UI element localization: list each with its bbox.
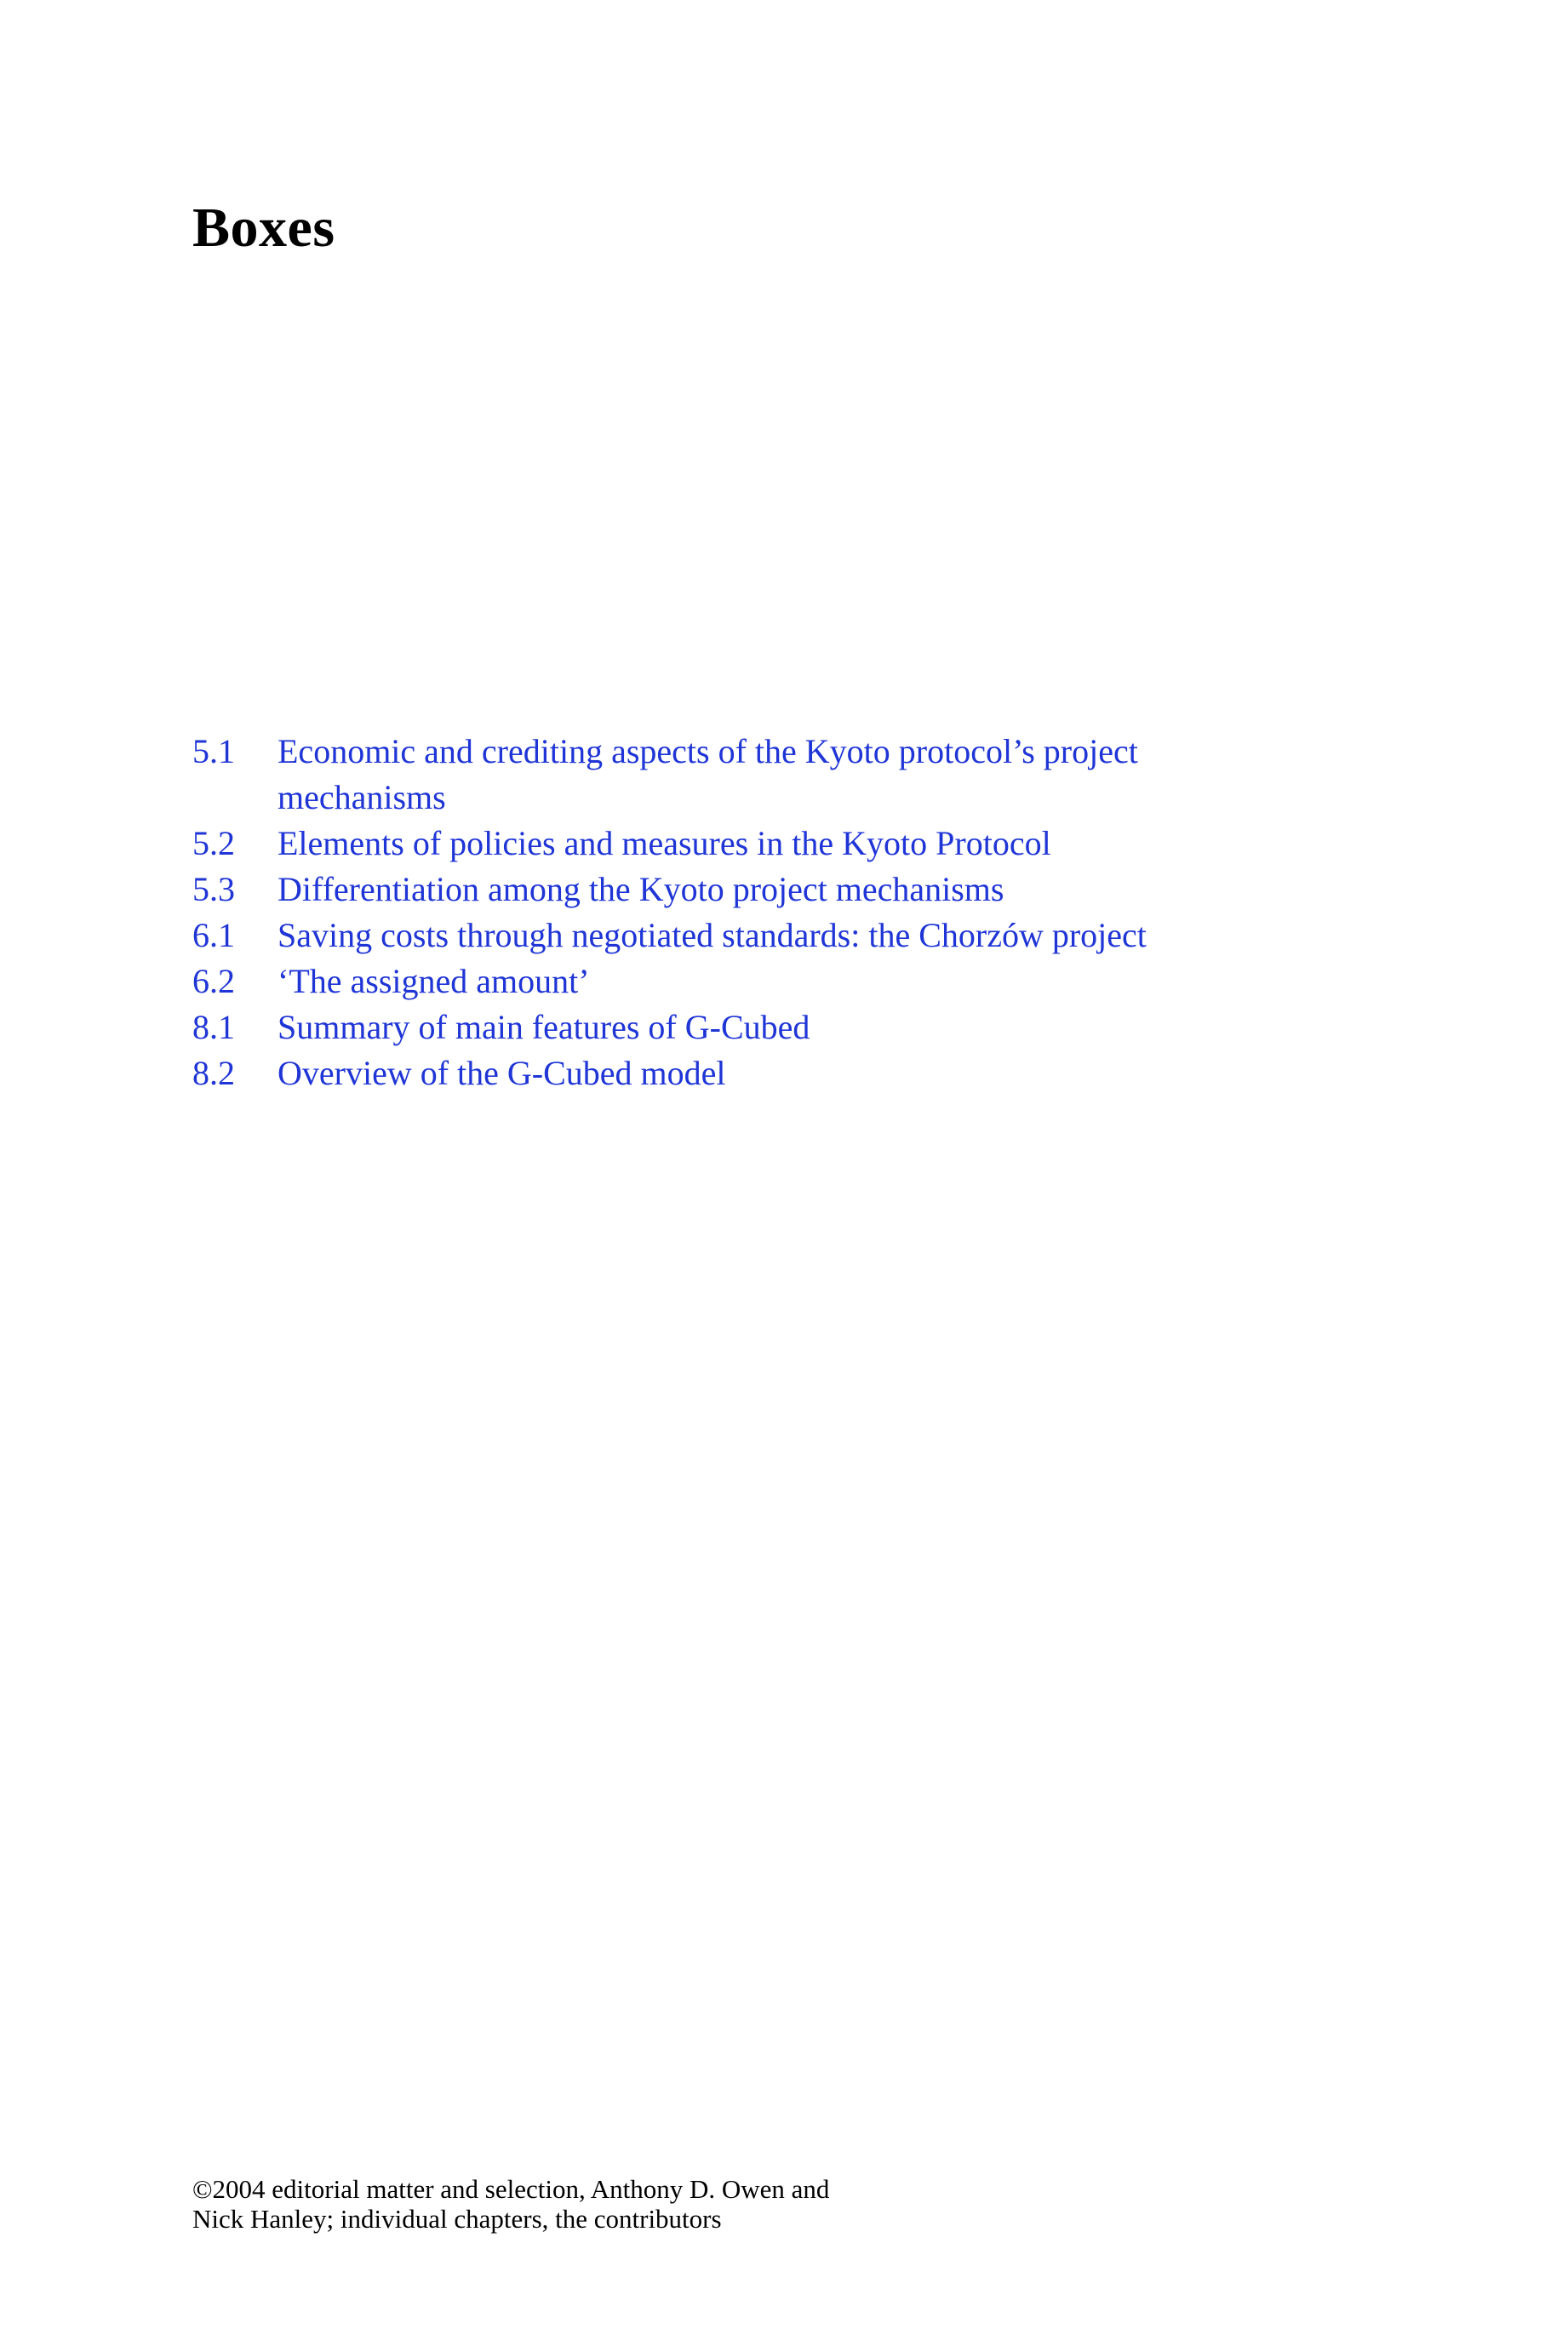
toc-entry-number: 8.1 bbox=[192, 1008, 235, 1046]
toc-entry-5-1[interactable] bbox=[192, 729, 1299, 821]
toc-entry-number: 5.1 bbox=[192, 732, 235, 770]
toc-entry-title: Economic and crediting aspects of the Kyoto protocol’s project mechanisms bbox=[278, 732, 1138, 816]
toc-entry-6-1[interactable] bbox=[192, 913, 1299, 959]
toc-entry-title: Overview of the G-Cubed model bbox=[278, 1054, 726, 1092]
toc-entry-5-2[interactable] bbox=[192, 821, 1299, 867]
toc-entry-number: 6.1 bbox=[192, 916, 235, 954]
toc-entry-title: ‘The assigned amount’ bbox=[278, 962, 590, 1000]
copyright-notice bbox=[192, 2174, 959, 2234]
toc-entry-5-3[interactable] bbox=[192, 867, 1299, 913]
toc-entry-6-2[interactable] bbox=[192, 959, 1299, 1004]
toc-entry-number: 6.2 bbox=[192, 962, 235, 1000]
toc-entry-number: 5.3 bbox=[192, 870, 235, 908]
copyright-line: Nick Hanley; individual chapters, the contributors bbox=[192, 2204, 722, 2234]
boxes-list bbox=[192, 729, 1299, 1096]
toc-entry-8-1[interactable] bbox=[192, 1004, 1299, 1050]
toc-entry-8-2[interactable] bbox=[192, 1050, 1299, 1096]
toc-entry-title: Differentiation among the Kyoto project mechanisms bbox=[278, 870, 1004, 908]
toc-entry-title: Summary of main features of G-Cubed bbox=[278, 1008, 810, 1046]
toc-entry-number: 8.2 bbox=[192, 1054, 235, 1092]
toc-entry-number: 5.2 bbox=[192, 824, 235, 862]
page-title: Boxes bbox=[192, 197, 335, 259]
toc-entry-title: Elements of policies and measures in the Kyoto Protocol bbox=[278, 824, 1051, 862]
toc-entry-title: Saving costs through negotiated standards: the Chorzów project bbox=[278, 916, 1147, 954]
copyright-line: ©2004 editorial matter and selection, Anthony D. Owen and bbox=[192, 2174, 830, 2204]
